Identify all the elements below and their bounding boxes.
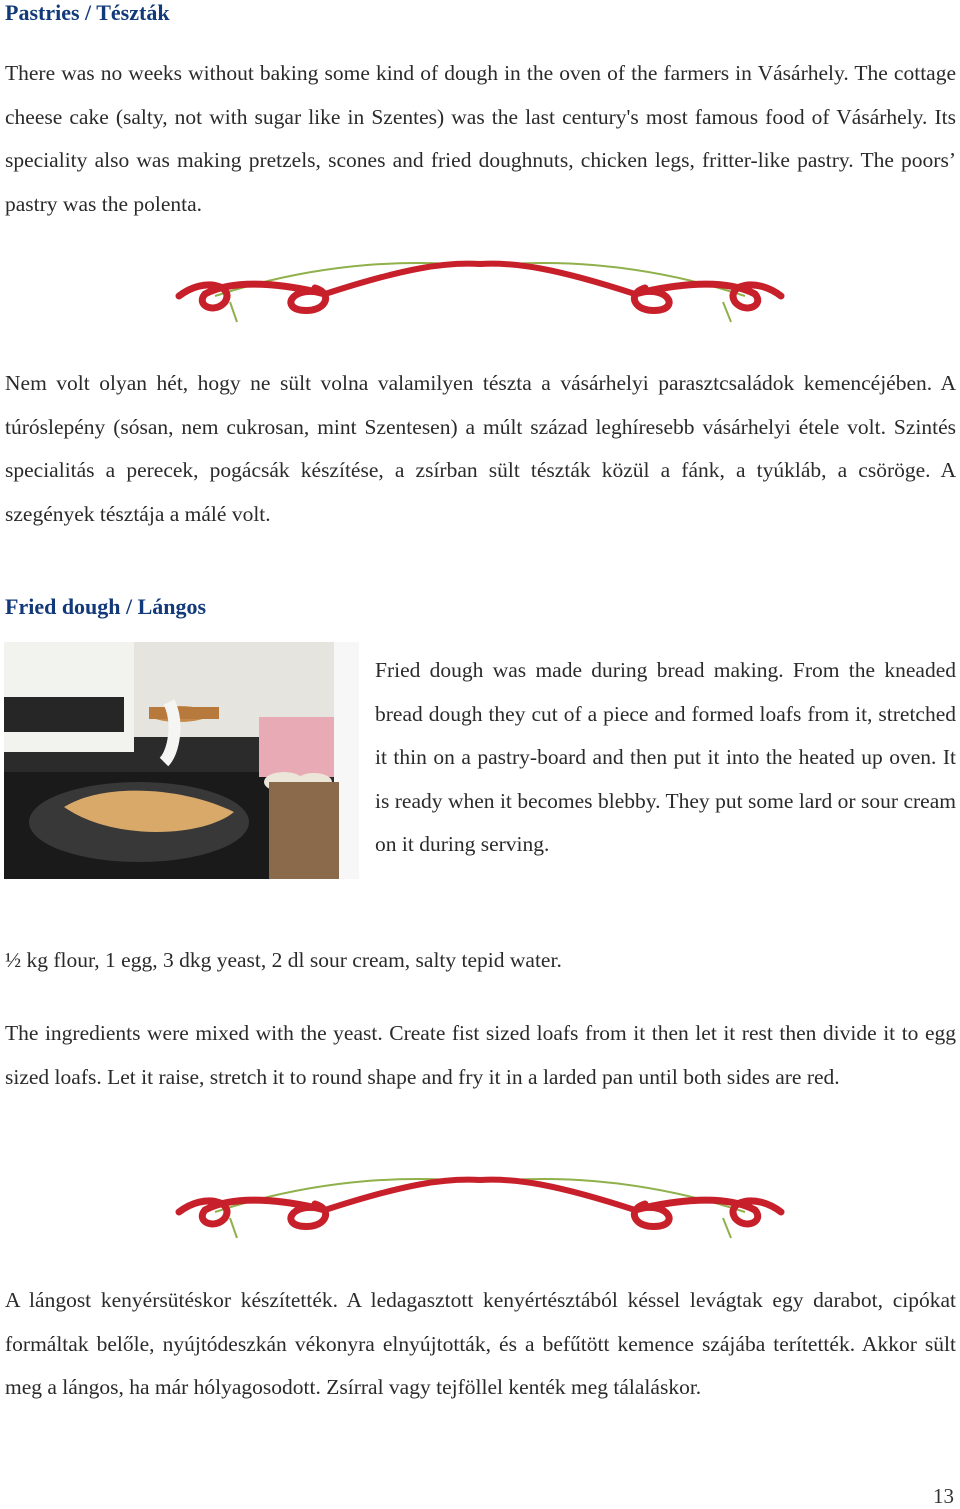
ingredients-line: ½ kg flour, 1 egg, 3 dkg yeast, 2 dl sour cream, salty tepid water. bbox=[5, 948, 562, 972]
paragraph-pastries-hu: Nem volt olyan hét, hogy ne sült volna valamilyen tészta a vásárhelyi parasztcsaládok kemencéjében. A túróslepény (sósan, nem cukrosan, mint Szentesen) a múlt század leghíresebb vásárhelyi étele volt. Szintés specialitás a perecek, pogácsák készítése, a zsírban sült tészták közül a fánk, a tyúkláb, a csöröge. A szegények tésztája a málé volt. bbox=[5, 371, 956, 526]
paragraph-langos-hu: A lángost kenyérsütéskor készítették. A ledagasztott kenyértésztából késsel levágtak egy darabot, cipókat formáltak belőle, nyújtódeszkán vékonyra elnyújtották, és a befűtött kemence szájába terítették. Akkor sült meg a lángos, ha már hólyagosodott. Zsírral vagy tejföllel kenték meg tálaláskor. bbox=[5, 1288, 956, 1399]
ribbon-ornament-divider bbox=[175, 258, 785, 328]
page-number: 13 bbox=[933, 1484, 954, 1508]
ribbon-ornament-divider-2 bbox=[175, 1174, 785, 1244]
paragraph-pastries-en: There was no weeks without baking some kind of dough in the oven of the farmers in Vásárhely. The cottage cheese cake (salty, not with sugar like in Szentes) was the last century's most famous food of Vásárhely. Its speciality also was making pretzels, scones and fried doughnuts, chicken legs, fritter-like pastry. The poors’ pastry was the polenta. bbox=[5, 61, 956, 216]
paragraph-fried-dough-intro: Fried dough was made during bread making. From the kneaded bread dough they cut of a piece and formed loafs from it, stretched it thin on a pastry-board and then put it into the heated up oven. It is ready when it becomes blebby. They put some lard or sour cream on it during serving. bbox=[375, 658, 956, 856]
section-heading-pastries: Pastries / Tészták bbox=[5, 0, 170, 25]
paragraph-method: The ingredients were mixed with the yeast. Create fist sized loafs from it then let it rest then divide it to egg sized loafs. Let it raise, stretch it to round shape and fry it in a larded pan until both sides are red. bbox=[5, 1021, 956, 1089]
section-heading-fried-dough: Fried dough / Lángos bbox=[5, 594, 207, 619]
photo-frying-langos bbox=[4, 642, 359, 879]
